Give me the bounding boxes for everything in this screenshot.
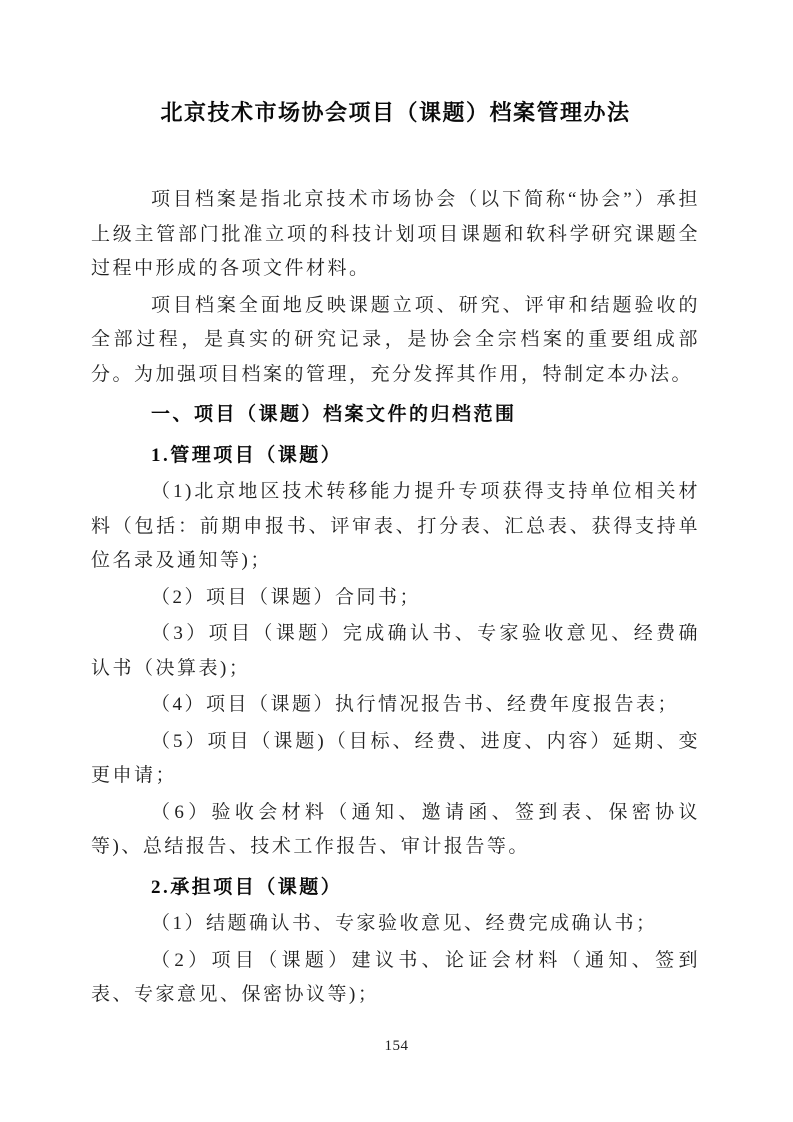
subsection-2-item-2: （2）项目（课题）建议书、论证会材料（通知、签到表、专家意见、保密协议等)； — [91, 949, 700, 1005]
subsection-1-heading: 1.管理项目（课题） — [151, 444, 343, 466]
subsection-1-item-1: （1)北京地区技术转移能力提升专项获得支持单位相关材料（包括：前期申报书、评审表、打分表、汇总表、获得支持单位名录及通知等)； — [91, 481, 700, 571]
subsection-1-item-6: （6）验收会材料（通知、邀请函、签到表、保密协议等)、总结报告、技术工作报告、审计报告等。 — [91, 801, 700, 857]
subsection-2-heading: 2.承担项目（课题） — [151, 876, 343, 898]
document-body — [91, 97, 700, 1015]
subsection-2-item-1: （1）结题确认书、专家验收意见、经费完成确认书； — [151, 913, 658, 934]
subsection-1-item-4: （4）项目（课题）执行情况报告书、经费年度报告表； — [151, 694, 680, 715]
intro-paragraph-2: 项目档案全面地反映课题立项、研究、评审和结题验收的全部过程，是真实的研究记录，是协会全宗档案的重要组成部分。为加强项目档案的管理，充分发挥其作用，特制定本办法。 — [91, 294, 700, 385]
subsection-1-item-5: （5）项目（课题)（目标、经费、进度、内容）延期、变更申请； — [91, 730, 700, 786]
subsection-1-item-3: （3）项目（课题）完成确认书、专家验收意见、经费确认书（决算表)； — [91, 623, 700, 679]
subsection-1-item-2: （2）项目（课题）合同书； — [151, 586, 422, 608]
section-1-heading: 一、项目（课题）档案文件的归档范围 — [151, 404, 517, 425]
page-number: 154 — [384, 1038, 409, 1054]
document-title: 北京技术市场协会项目（课题）档案管理办法 — [160, 100, 631, 125]
intro-paragraph-1: 项目档案是指北京技术市场协会（以下简称“协会”）承担上级主管部门批准立项的科技计划项目课题和软科学研究课题全过程中形成的各项文件材料。 — [91, 189, 700, 279]
